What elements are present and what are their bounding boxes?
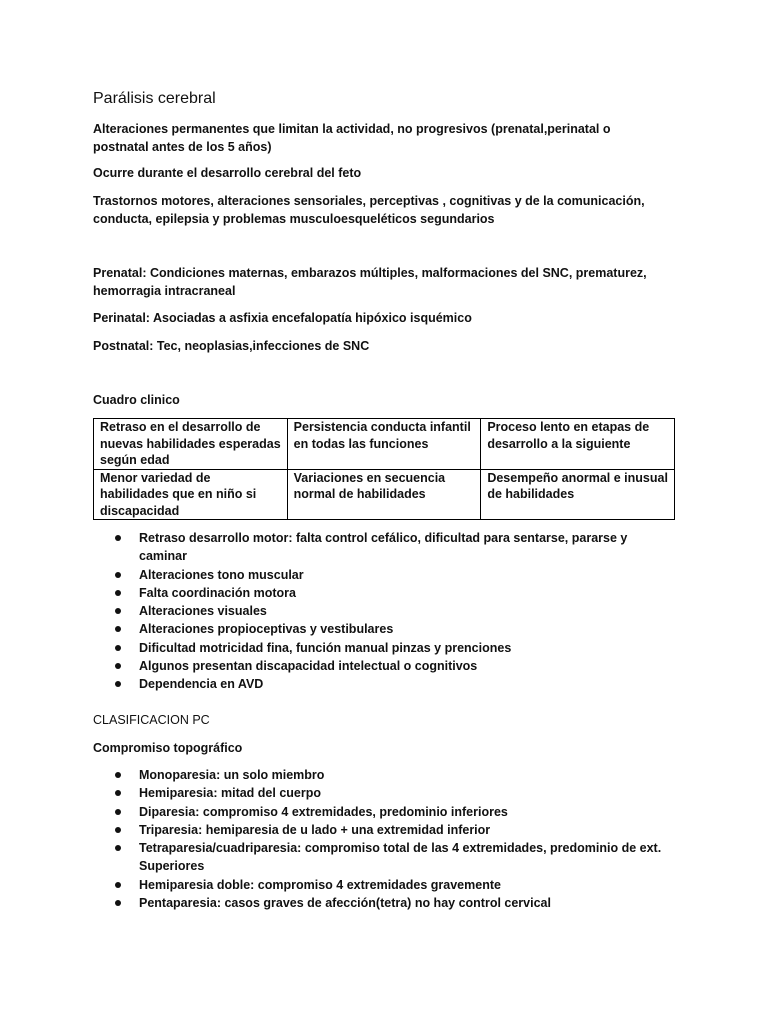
list-item xyxy=(93,620,673,638)
table-cell: Variaciones en secuencia normal de habilidades xyxy=(287,469,481,520)
list-item-text: Hemiparesia: mitad del cuerpo xyxy=(139,786,322,801)
list-item-text: Algunos presentan discapacidad intelectual o cognitivos xyxy=(139,659,478,674)
bullet-icon xyxy=(115,900,121,906)
list-item xyxy=(93,821,673,839)
list-item-text: Pentaparesia: casos graves de afección(tetra) no hay control cervical xyxy=(139,896,551,911)
list-item-text: Alteraciones visuales xyxy=(139,604,267,619)
bullet-icon xyxy=(115,590,121,596)
table-cell: Menor variedad de habilidades que en niño si discapacidad xyxy=(94,469,288,520)
list-item xyxy=(93,784,673,802)
prenatal-paragraph: Prenatal: Condiciones maternas, embarazos múltiples, malformaciones del SNC, prematurez, hemorragia intracraneal xyxy=(93,266,647,298)
bullet-icon xyxy=(115,827,121,833)
bullet-icon xyxy=(115,845,121,851)
perinatal-paragraph: Perinatal: Asociadas a asfixia encefalopatía hipóxico isquémico xyxy=(93,311,472,325)
table-cell: Persistencia conducta infantil en todas las funciones xyxy=(287,419,481,470)
list-item xyxy=(93,566,673,584)
list-item-text: Alteraciones tono muscular xyxy=(139,567,304,582)
list-item xyxy=(93,839,673,876)
list-item xyxy=(93,529,673,566)
list-item xyxy=(93,803,673,821)
occurrence-paragraph: Ocurre durante el desarrollo cerebral del feto xyxy=(93,166,362,180)
clasificacion-list xyxy=(93,766,673,912)
disorders-paragraph: Trastornos motores, alteraciones sensoriales, perceptivas , cognitivas y de la comunicación, conducta, epilepsia y problemas musculoesqueléticos segundarios xyxy=(93,194,645,226)
list-item xyxy=(93,657,673,675)
page-title: Parálisis cerebral xyxy=(93,90,216,107)
list-item-text: Falta coordinación motora xyxy=(139,585,296,600)
list-item-text: Dificultad motricidad fina, función manual pinzas y prenciones xyxy=(139,640,512,655)
bullet-icon xyxy=(115,790,121,796)
bullet-icon xyxy=(115,809,121,815)
list-item xyxy=(93,602,673,620)
definition-paragraph: Alteraciones permanentes que limitan la actividad, no progresivos (prenatal,perinatal o postnatal antes de los 5 años) xyxy=(93,122,611,154)
bullet-icon xyxy=(115,681,121,687)
bullet-icon xyxy=(115,626,121,632)
clasificacion-heading: CLASIFICACION PC xyxy=(93,713,210,727)
list-item xyxy=(93,584,673,602)
list-item-text: Triparesia: hemiparesia de u lado + una extremidad inferior xyxy=(139,822,491,837)
bullet-icon xyxy=(115,572,121,578)
postnatal-paragraph: Postnatal: Tec, neoplasias,infecciones de SNC xyxy=(93,339,370,353)
list-item-text: Diparesia: compromiso 4 extremidades, predominio inferiores xyxy=(139,804,508,819)
bullet-icon xyxy=(115,645,121,651)
bullet-icon xyxy=(115,772,121,778)
bullet-icon xyxy=(115,608,121,614)
table-row xyxy=(94,469,675,520)
table-row xyxy=(94,419,675,470)
list-item xyxy=(93,894,673,912)
list-item-text: Monoparesia: un solo miembro xyxy=(139,768,325,782)
bullet-icon xyxy=(115,535,121,541)
list-item xyxy=(93,876,673,894)
list-item-text: Hemiparesia doble: compromiso 4 extremidades gravemente xyxy=(139,877,501,892)
cuadro-clinico-list xyxy=(93,529,673,694)
cuadro-clinico-heading: Cuadro clinico xyxy=(93,393,180,407)
compromiso-topografico-subheading: Compromiso topográfico xyxy=(93,741,243,755)
table-cell: Proceso lento en etapas de desarrollo a la siguiente xyxy=(481,419,675,470)
table-cell: Retraso en el desarrollo de nuevas habilidades esperadas según edad xyxy=(94,419,288,470)
list-item-text: Tetraparesia/cuadriparesia: compromiso total de las 4 extremidades, predominio de ext. Superiores xyxy=(139,841,662,874)
list-item-text: Retraso desarrollo motor: falta control cefálico, dificultad para sentarse, pararse y caminar xyxy=(139,531,628,564)
cuadro-clinico-table xyxy=(93,418,675,520)
list-item xyxy=(93,639,673,657)
list-item xyxy=(93,675,673,693)
bullet-icon xyxy=(115,663,121,669)
list-item xyxy=(93,766,673,784)
list-item-text: Dependencia en AVD xyxy=(139,677,264,692)
bullet-icon xyxy=(115,882,121,888)
table-cell: Desempeño anormal e inusual de habilidades xyxy=(481,469,675,520)
list-item-text: Alteraciones propioceptivas y vestibulares xyxy=(139,622,394,637)
